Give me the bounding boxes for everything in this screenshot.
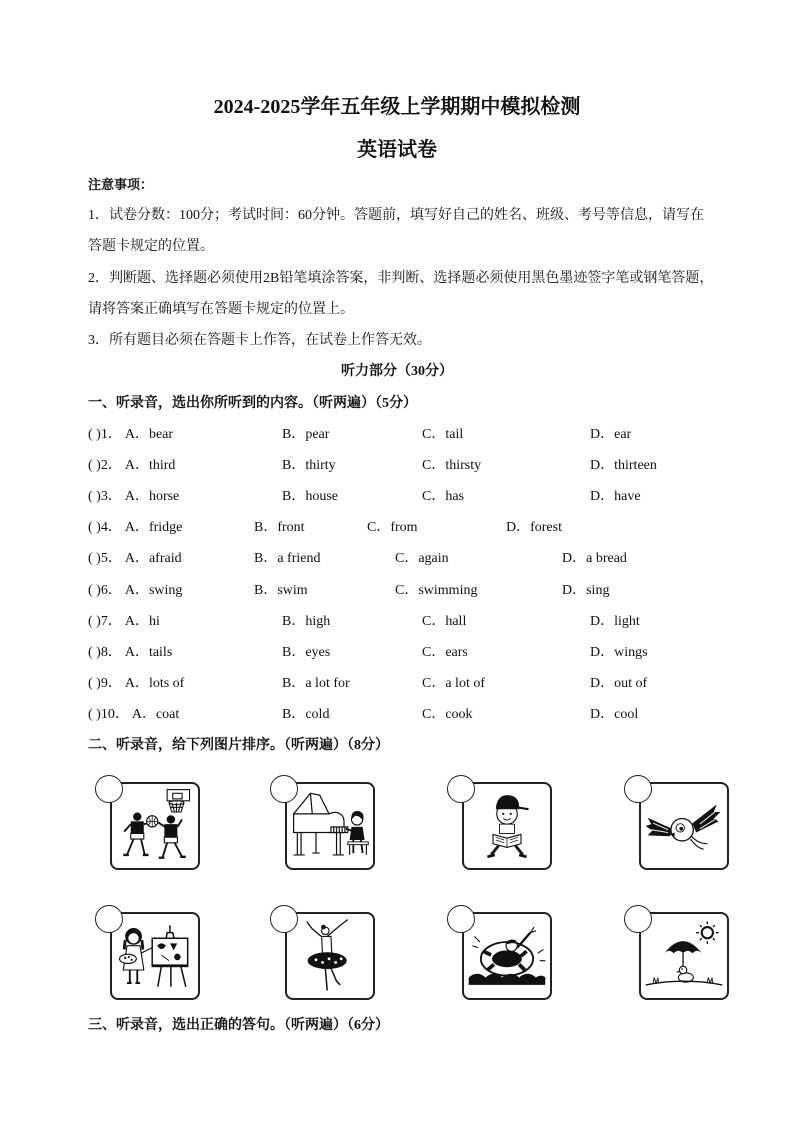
- question-row: [0, 456, 794, 476]
- option-d: D．ear: [590, 427, 632, 442]
- option-b: B．eyes: [282, 645, 331, 660]
- duck: [676, 966, 694, 982]
- option-c: C．cook: [422, 707, 473, 722]
- option-a: [88, 425, 173, 445]
- ballet-picture: [288, 915, 372, 997]
- question-row: [0, 674, 794, 694]
- option-b: B．a lot for: [282, 676, 350, 691]
- player-right: [158, 815, 186, 857]
- notes-heading: 注意事项：: [88, 177, 154, 192]
- option-a-text: A．hi: [124, 614, 160, 629]
- option-d: D．have: [590, 489, 641, 504]
- question-number: ( )10．: [88, 707, 129, 722]
- option-a: [88, 612, 160, 632]
- option-d: D．sing: [562, 583, 610, 598]
- option-a: [88, 518, 182, 538]
- option-b: B．thirty: [282, 458, 336, 473]
- basketball-icon: [147, 816, 158, 827]
- option-a: [88, 643, 172, 663]
- option-a-text: A．coat: [131, 707, 180, 722]
- question-row: [0, 425, 794, 445]
- painting-picture: [113, 915, 197, 997]
- page-title: 2024-2025学年五年级上学期期中模拟检测: [213, 96, 581, 118]
- option-c: C．ears: [422, 645, 468, 660]
- question-row: [0, 581, 794, 601]
- answer-circle: [95, 775, 123, 803]
- option-a: [88, 705, 179, 725]
- question-number: ( )4．: [88, 520, 122, 535]
- easel: [152, 925, 187, 987]
- option-a-text: A．fridge: [124, 520, 183, 535]
- note-line: 1．试卷分数：100分；考试时间：60分钟。答题前，填写好自己的姓名、班级、考号等信息，请写在: [88, 208, 704, 223]
- page-subtitle: 英语试卷: [357, 139, 437, 161]
- answer-circle: [270, 775, 298, 803]
- option-d: D．forest: [506, 520, 562, 535]
- sun-icon: [696, 921, 718, 943]
- option-c: C．from: [367, 520, 418, 535]
- player-left: [123, 812, 148, 854]
- question-number: ( )5．: [88, 551, 122, 566]
- question-number: ( )1．: [88, 427, 122, 442]
- basketball-hoop: [167, 790, 189, 812]
- option-a: [88, 487, 179, 507]
- piano-picture: [288, 785, 372, 867]
- option-c: C．hall: [422, 614, 467, 629]
- option-c: C．has: [422, 489, 464, 504]
- option-b: B．a friend: [254, 551, 321, 566]
- question-number: ( )2．: [88, 458, 122, 473]
- answer-circle: [624, 775, 652, 803]
- option-a-text: A．swing: [124, 583, 183, 598]
- question-row: [0, 705, 794, 725]
- option-b: B．high: [282, 614, 331, 629]
- option-c: C．tail: [422, 427, 464, 442]
- question-row: [0, 643, 794, 663]
- question-number: ( )6．: [88, 583, 122, 598]
- question-number: ( )3．: [88, 489, 122, 504]
- picture-box-ballet: [285, 912, 375, 1000]
- option-c: C．swimming: [395, 583, 478, 598]
- option-a: [88, 581, 182, 601]
- option-a-text: A．horse: [124, 489, 180, 504]
- note-line: 答题卡规定的位置。: [88, 239, 214, 254]
- question-row: [0, 487, 794, 507]
- piano-icon: [294, 793, 348, 855]
- ballerina: [307, 920, 348, 991]
- boy-reading: [487, 795, 528, 857]
- part1-heading: 一、听录音，选出你所听到的内容。（听两遍）（5分）: [88, 396, 417, 411]
- question-number: ( )8．: [88, 645, 122, 660]
- answer-circle: [447, 905, 475, 933]
- option-b: B．front: [254, 520, 305, 535]
- listening-heading: 听力部分（30分）: [341, 364, 453, 379]
- answer-circle: [624, 905, 652, 933]
- bird-picture: [642, 785, 726, 867]
- option-c: C．again: [395, 551, 449, 566]
- answer-circle: [447, 775, 475, 803]
- note-line: 3．所有题目必须在答题卡上作答，在试卷上作答无效。: [88, 333, 431, 348]
- picture-box-bird: [639, 782, 729, 870]
- swimmer-in-ring: [469, 927, 546, 985]
- option-a-text: A．third: [124, 458, 176, 473]
- option-d: D．light: [590, 614, 640, 629]
- basketball-picture: [113, 785, 197, 867]
- picture-box-reading: [462, 782, 552, 870]
- option-b: B．pear: [282, 427, 330, 442]
- part3-heading: 三、听录音，选出正确的答句。（听两遍）（6分）: [88, 1018, 389, 1033]
- flying-bird: [646, 805, 721, 850]
- umbrella-picture: [642, 915, 726, 997]
- option-d: D．cool: [590, 707, 639, 722]
- question-row: [0, 549, 794, 569]
- option-d: D．a bread: [562, 551, 627, 566]
- option-a-text: A．tails: [124, 645, 173, 660]
- question-row: [0, 518, 794, 538]
- answer-circle: [95, 905, 123, 933]
- note-line: 请将答案正确填写在答题卡规定的位置上。: [88, 302, 354, 317]
- answer-circle: [270, 905, 298, 933]
- option-a: [88, 456, 175, 476]
- option-b: B．swim: [254, 583, 308, 598]
- option-b: B．cold: [282, 707, 330, 722]
- option-a-text: A．bear: [124, 427, 174, 442]
- option-d: D．out of: [590, 676, 648, 691]
- option-c: C．thirsty: [422, 458, 482, 473]
- option-a-text: A．afraid: [124, 551, 182, 566]
- question-number: ( )7．: [88, 614, 122, 629]
- question-number: ( )9．: [88, 676, 122, 691]
- option-a-text: A．lots of: [124, 676, 185, 691]
- picture-box-basketball: [110, 782, 200, 870]
- question-row: [0, 612, 794, 632]
- picture-box-umbrella: [639, 912, 729, 1000]
- option-d: D．wings: [590, 645, 648, 660]
- girl-pianist: [346, 811, 368, 855]
- option-a: [88, 549, 182, 569]
- option-d: D．thirteen: [590, 458, 657, 473]
- girl-painting: [120, 928, 153, 983]
- option-b: B．house: [282, 489, 338, 504]
- picture-box-swimming: [462, 912, 552, 1000]
- picture-box-piano: [285, 782, 375, 870]
- option-a: [88, 674, 184, 694]
- note-line: 2．判断题、选择题必须使用2B铅笔填涂答案，非判断、选择题必须使用黑色墨迹签字笔或钢笔答题，: [88, 271, 714, 286]
- swimming-picture: [465, 915, 549, 997]
- reading-picture: [465, 785, 549, 867]
- option-c: C．a lot of: [422, 676, 485, 691]
- picture-box-painting: [110, 912, 200, 1000]
- part2-heading: 二、听录音，给下列图片排序。（听两遍）（8分）: [88, 738, 389, 753]
